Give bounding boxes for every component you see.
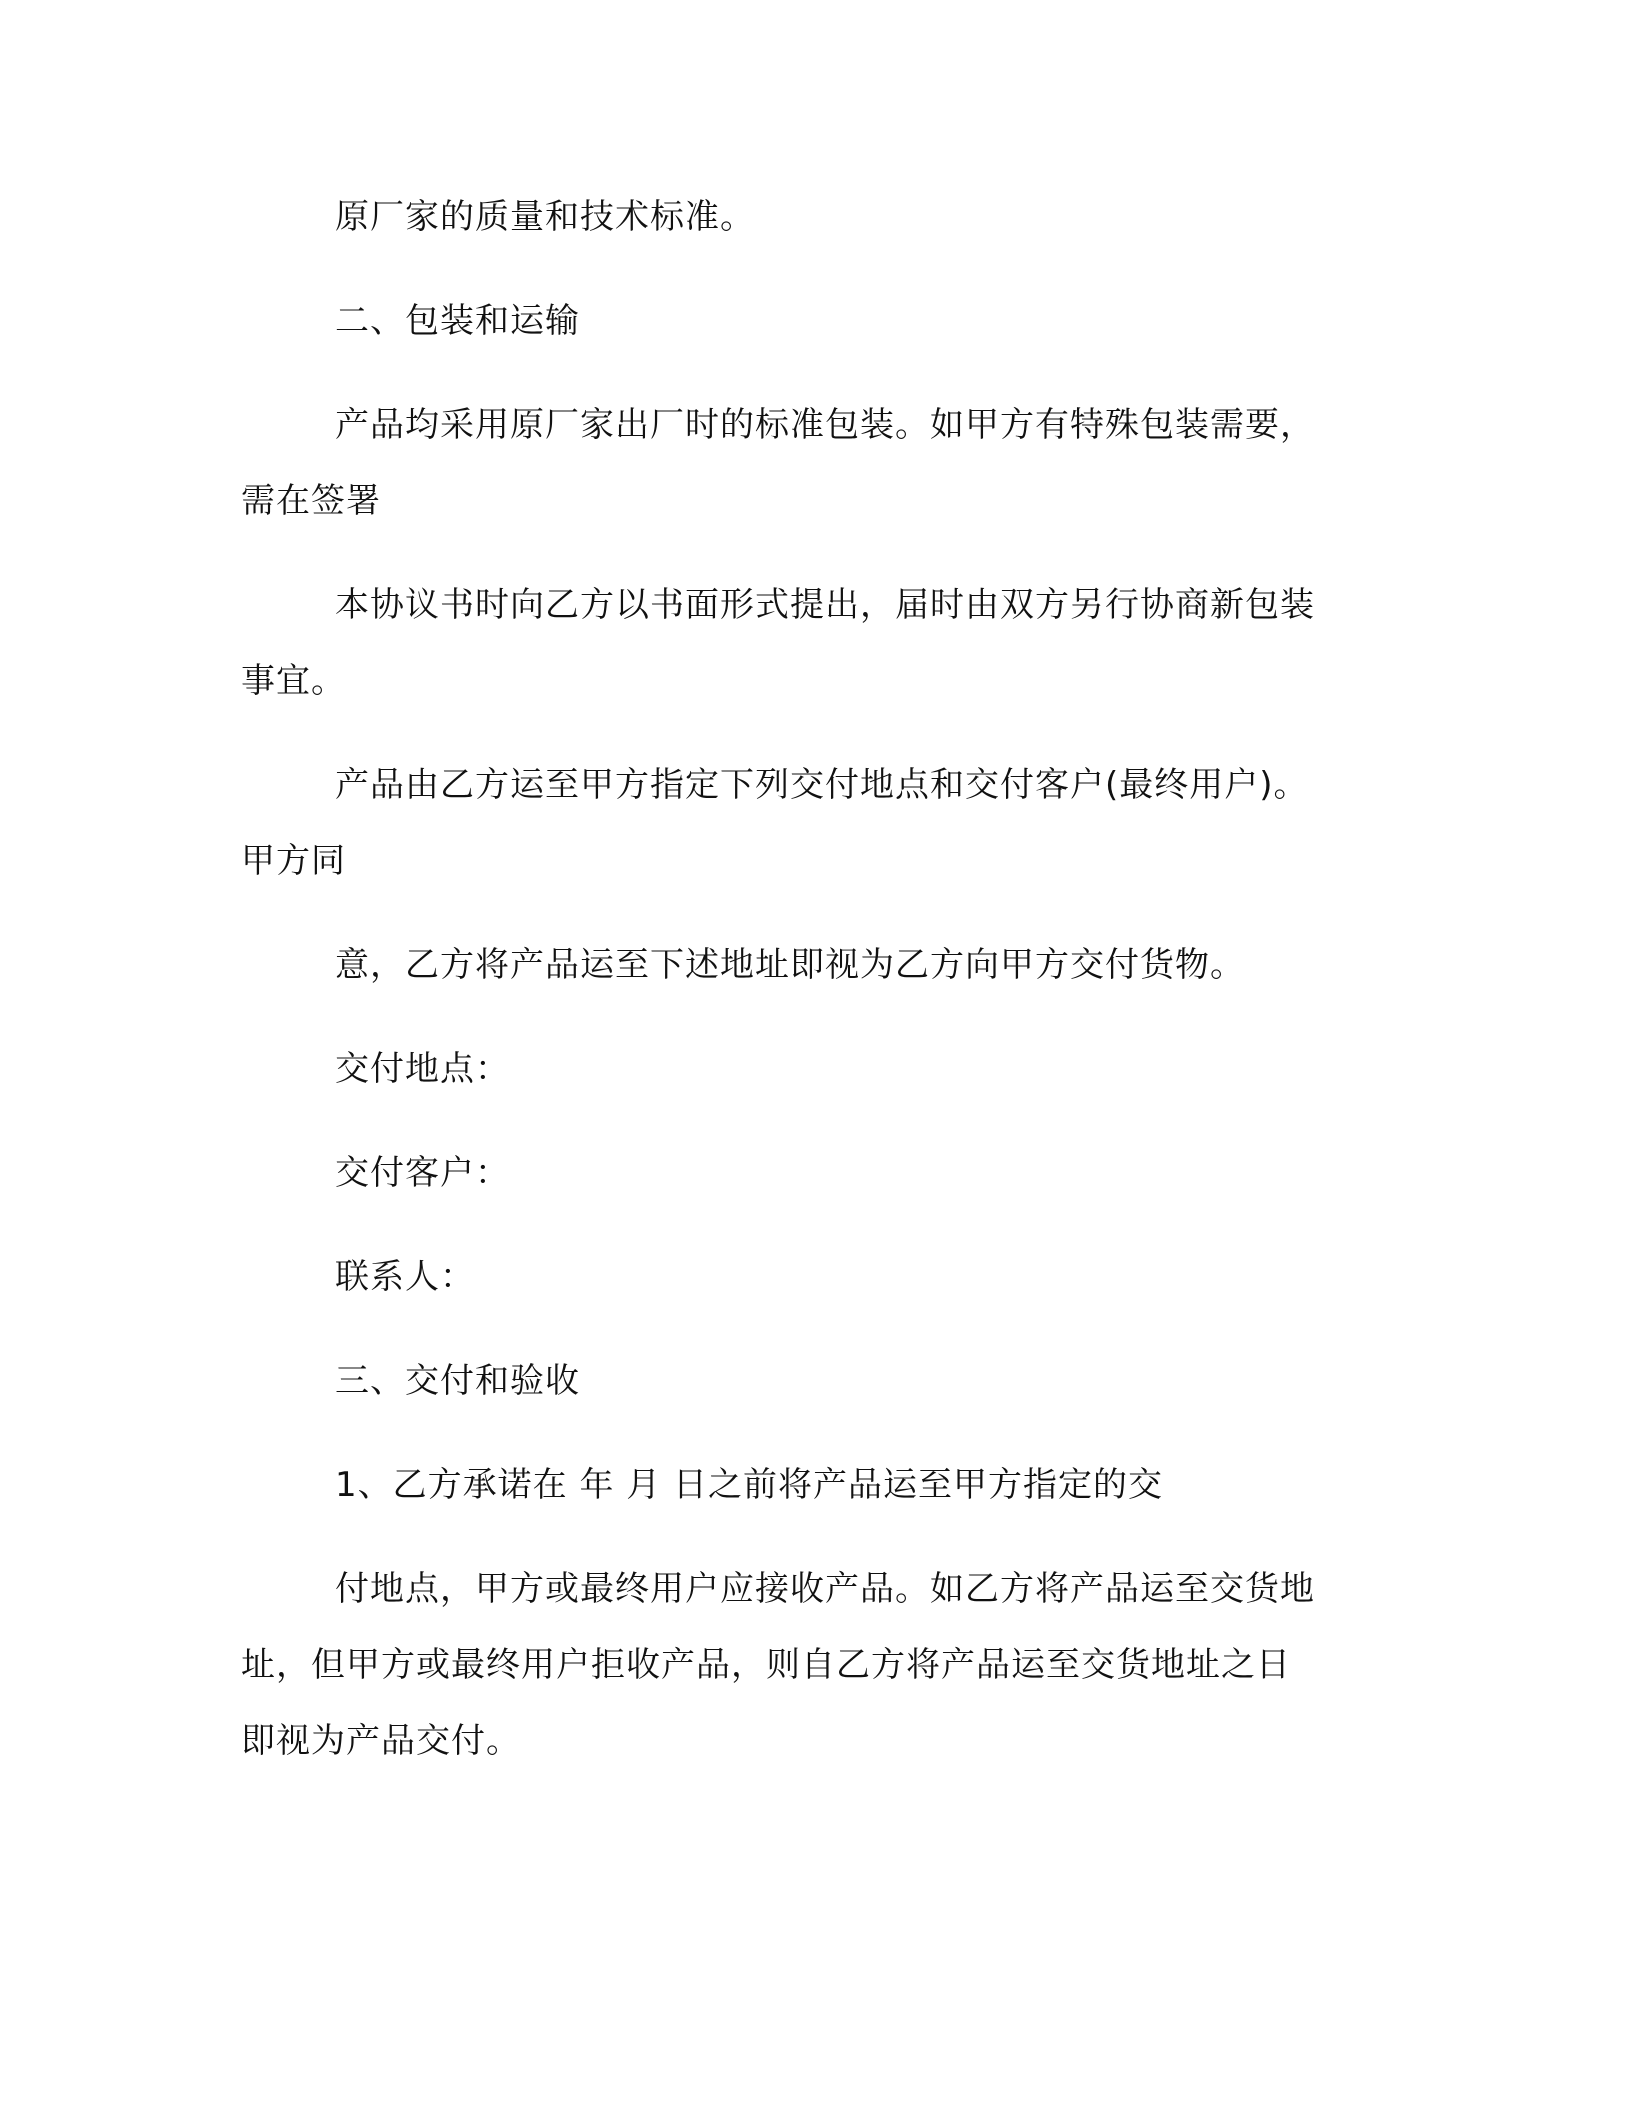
text-line-packaging-1: 产品均采用原厂家出厂时的标准包装。如甲方有特殊包装需要， [335,405,1315,445]
text-line-packaging-2: 需在签署 [241,481,381,521]
text-line-packaging-3: 本协议书时向乙方以书面形式提出，届时由双方另行协商新包装 [335,585,1315,625]
section-heading-delivery-acceptance: 三、交付和验收 [335,1361,580,1401]
field-label-contact-person: 联系人： [335,1257,475,1297]
text-line-transport-2: 甲方同 [241,841,346,881]
text-line-quality-standard: 原厂家的质量和技术标准。 [335,197,755,237]
text-line-delivery-4: 即视为产品交付。 [241,1721,521,1761]
text-line-transport-1: 产品由乙方运至甲方指定下列交付地点和交付客户(最终用户)。 [335,765,1309,805]
text-line-packaging-4: 事宜。 [241,661,346,701]
section-heading-packaging: 二、包装和运输 [335,301,580,341]
field-label-delivery-customer: 交付客户： [335,1153,510,1193]
text-line-delivery-2: 付地点，甲方或最终用户应接收产品。如乙方将产品运至交货地 [335,1569,1315,1609]
field-label-delivery-location: 交付地点： [335,1049,510,1089]
text-line-transport-3: 意，乙方将产品运至下述地址即视为乙方向甲方交付货物。 [335,945,1245,985]
text-line-delivery-1: 1、乙方承诺在 年 月 日之前将产品运至甲方指定的交 [335,1465,1164,1505]
text-line-delivery-3: 址，但甲方或最终用户拒收产品，则自乙方将产品运至交货地址之日 [241,1645,1291,1685]
